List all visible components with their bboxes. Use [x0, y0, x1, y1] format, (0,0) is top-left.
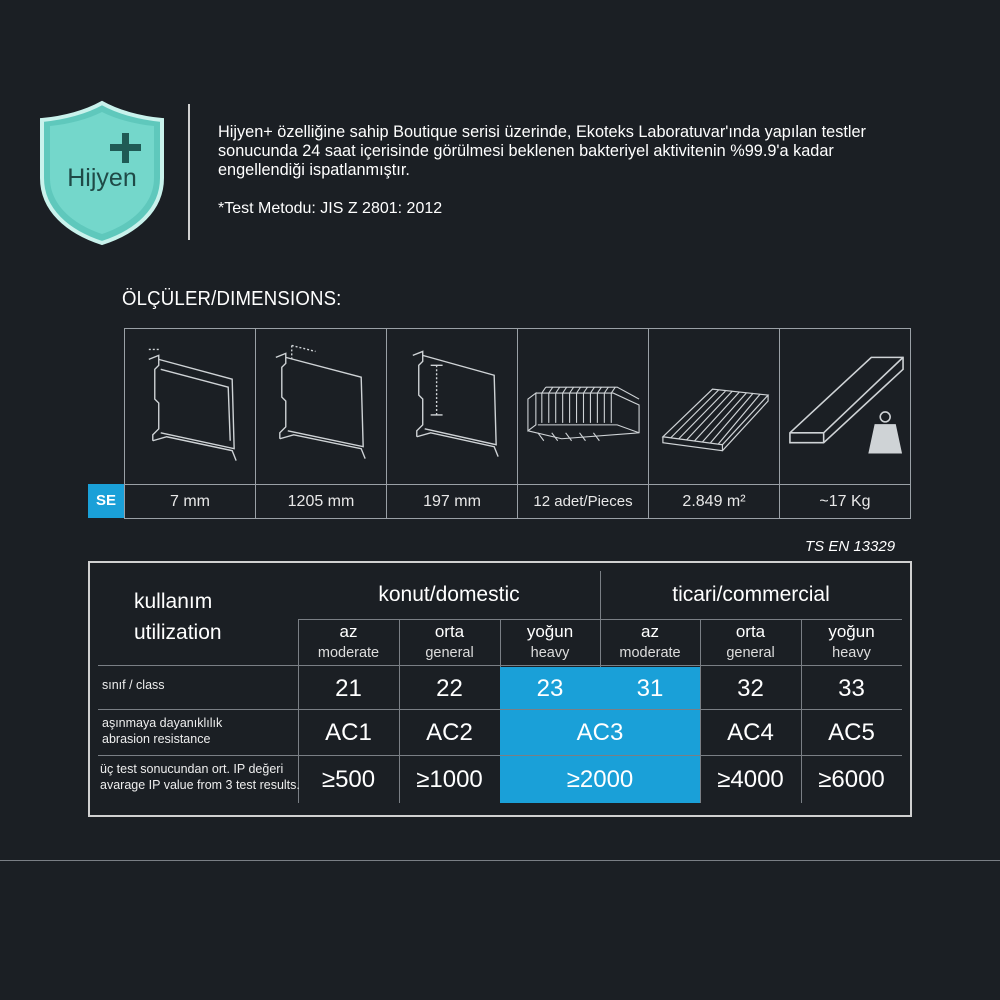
commercial-group-label: ticari/commercial — [672, 583, 830, 606]
description-line: sonucunda 24 saat içerisinde görülmesi beklenen bakteriyel aktivitenin %99.9'a kadar — [218, 142, 834, 160]
pack-pieces-icon — [518, 329, 649, 484]
abrasion-label-tr: aşınmaya dayanıklılık — [102, 716, 223, 730]
hygiene-shield-icon — [38, 100, 166, 245]
divider — [98, 755, 902, 756]
width-value: 197 mm — [387, 485, 518, 519]
col-tr: orta — [434, 622, 465, 641]
class-value: 32 — [737, 675, 764, 702]
col-tr: az — [641, 622, 659, 641]
class-value: 33 — [838, 675, 865, 702]
ip-value: ≥2000 — [566, 766, 634, 793]
ip-value: ≥1000 — [416, 766, 483, 793]
utilization-label-tr: kullanım — [134, 590, 213, 613]
ip-value: ≥4000 — [717, 766, 784, 793]
area-icon — [649, 329, 780, 484]
weight-icon — [780, 329, 911, 484]
series-label: SE — [88, 484, 124, 518]
badge-label: Hijyen — [67, 164, 137, 192]
utilization-label-en: utilization — [134, 621, 222, 644]
class-row-label: sınıf / class — [102, 678, 165, 692]
dimensions-title: ÖLÇÜLER/DIMENSIONS: — [122, 288, 342, 310]
col-en: moderate — [619, 645, 681, 661]
divider — [600, 571, 601, 619]
class-value: 31 — [636, 675, 664, 702]
usage-class-table — [88, 561, 912, 817]
abrasion-value: AC2 — [426, 719, 473, 746]
panel-length-icon — [256, 329, 387, 484]
abrasion-value: AC4 — [727, 719, 774, 746]
col-en: moderate — [317, 645, 380, 661]
panel-thickness-icon — [125, 329, 256, 484]
test-method: *Test Metodu: JIS Z 2801: 2012 — [218, 200, 443, 217]
class-value: 23 — [536, 675, 564, 702]
abrasion-value: AC1 — [325, 719, 372, 746]
divider — [188, 104, 190, 240]
col-en: general — [425, 645, 474, 661]
col-en: heavy — [530, 645, 570, 661]
standard-label: TS EN 13329 — [805, 538, 896, 555]
class-value: 22 — [436, 675, 463, 702]
col-en: general — [726, 645, 775, 661]
col-tr: yoğun — [526, 622, 574, 641]
hygiene-description — [218, 123, 988, 180]
abrasion-value: AC3 — [576, 719, 624, 746]
length-value: 1205 mm — [256, 485, 387, 519]
col-tr: az — [339, 622, 358, 641]
abrasion-label-en: abrasion resistance — [102, 732, 211, 746]
description-line: engellendiği ispatlanmıştır. — [218, 161, 410, 179]
col-tr: orta — [735, 622, 766, 641]
weight-value: ~17 Kg — [819, 493, 871, 510]
dimensions-table — [124, 328, 911, 519]
col-tr: yoğun — [828, 622, 875, 641]
panel-width-icon — [387, 329, 518, 484]
ip-value: ≥500 — [321, 766, 376, 793]
divider — [0, 860, 1000, 861]
ip-label-en: avarage IP value from 3 test results. — [100, 778, 300, 792]
dimensions-values-row — [125, 484, 910, 519]
class-value: 21 — [335, 675, 362, 702]
ip-value: ≥6000 — [818, 766, 885, 793]
domestic-group-label: konut/domestic — [378, 583, 520, 606]
col-en: heavy — [832, 645, 871, 661]
ip-label-tr: üç test sonucundan ort. IP değeri — [100, 762, 284, 776]
area-value: 2.849 m² — [649, 485, 780, 519]
description-line: Hijyen+ özelliğine sahip Boutique serisi üzerinde, Ekoteks Laboratuvar'ında yapılan testler — [218, 123, 866, 141]
divider — [98, 709, 902, 710]
abrasion-value: AC5 — [828, 719, 875, 746]
thickness-value: 7 mm — [125, 485, 256, 519]
pieces-value: 12 adet/Pieces — [518, 485, 649, 519]
